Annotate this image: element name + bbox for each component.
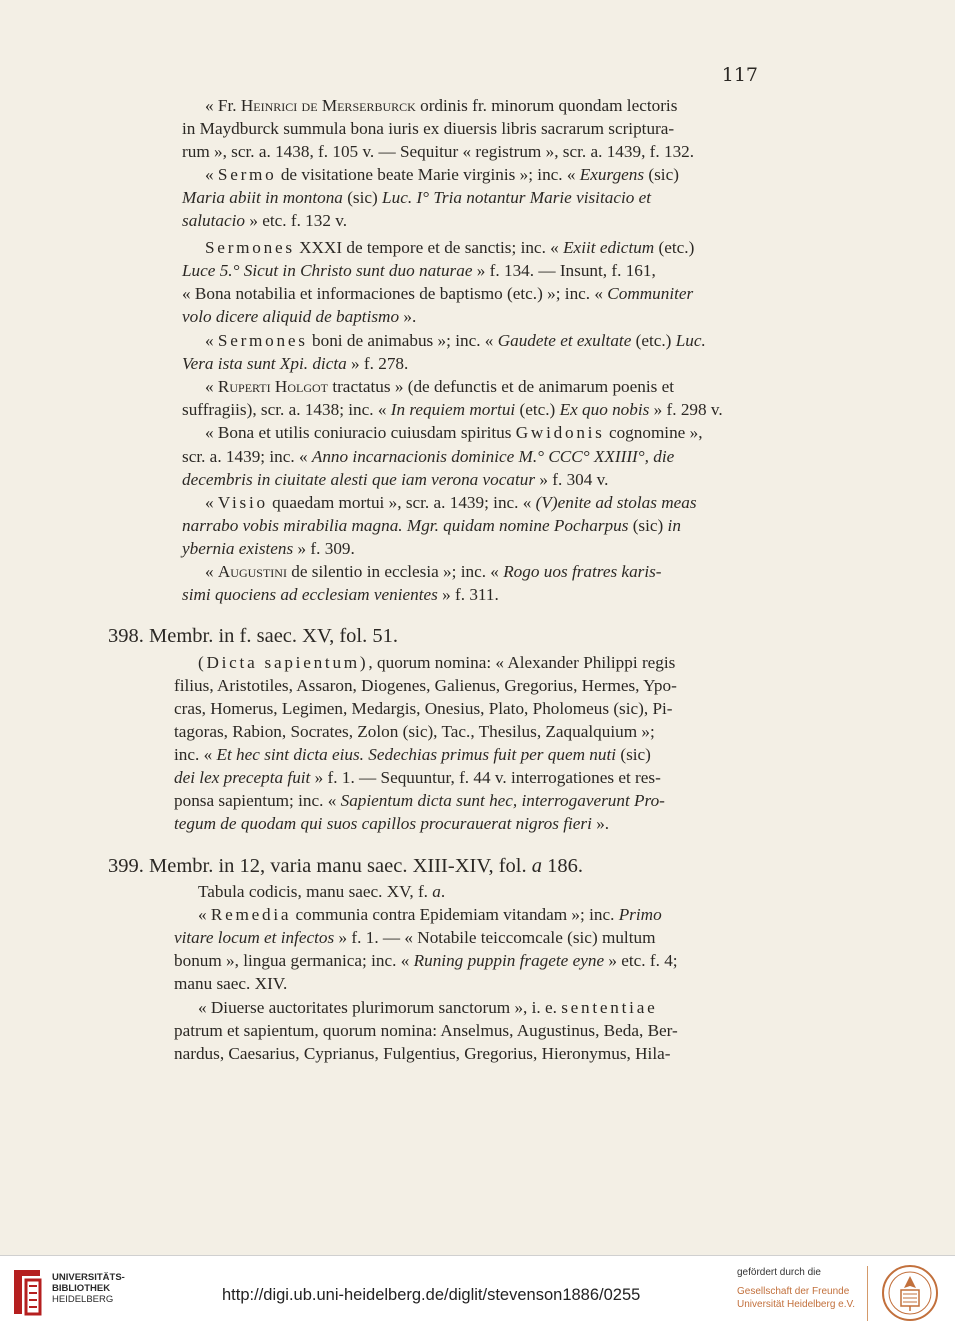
text-segment: sententiae [561, 998, 658, 1017]
text-segment: Luce 5.° Sicut in Christo sunt duo naturae [182, 261, 473, 280]
footer-bar [0, 1255, 955, 1331]
text-segment: » f. 298 v. [649, 400, 723, 419]
funded-by-text: gefördert durch die [737, 1267, 821, 1278]
text-line [174, 720, 655, 743]
text-line [198, 996, 657, 1019]
text-segment: (etc.) [631, 331, 676, 350]
text-segment: , quorum nomina: « Alexander Philippi regis [368, 653, 676, 672]
text-segment: » etc. f. 4; [604, 951, 678, 970]
text-segment: (Dicta sapientum) [198, 653, 369, 672]
text-segment: Ex quo nobis [559, 400, 650, 419]
text-segment: Vera ista sunt Xpi. dicta [182, 354, 347, 373]
text-segment: « [205, 377, 218, 396]
text-segment: salutacio [182, 211, 246, 230]
entry-title-end: 186. [542, 855, 584, 877]
text-line [198, 880, 445, 903]
text-segment: (sic) [616, 745, 651, 764]
page-number: 117 [721, 64, 758, 86]
text-line [205, 329, 706, 352]
text-segment: ponsa sapientum; inc. « [174, 791, 341, 810]
library-line: BIBLIOTHEK [52, 1283, 111, 1294]
text-segment: Gaudete et exultate [497, 331, 632, 350]
text-segment: Gwidonis [515, 423, 605, 442]
entry-title: Membr. in 12, varia manu saec. XIII-XIV, fol. [149, 855, 532, 877]
text-line [182, 209, 347, 232]
text-segment: cras, Homerus, Legimen, Medargis, Onesius, Plato, Pholomeus (sic), Pi- [174, 699, 673, 718]
text-segment: « [205, 165, 218, 184]
entry-399-heading [108, 855, 583, 878]
text-segment: « Bona notabilia et informaciones de baptismo (etc.) »; inc. « [182, 284, 608, 303]
text-segment: scr. a. 1439; inc. « [182, 447, 312, 466]
text-line [205, 560, 662, 583]
text-segment: filius, Aristotiles, Assaron, Diogenes, Galienus, Gregorius, Hermes, Ypo- [174, 676, 677, 695]
text-line [182, 117, 674, 140]
entry-398-heading [108, 625, 398, 648]
text-line [182, 186, 651, 209]
text-segment: Luc. [675, 331, 706, 350]
text-line [182, 398, 723, 421]
text-segment: « [205, 562, 218, 581]
text-segment: (sic) [644, 165, 679, 184]
text-line [174, 674, 677, 697]
text-segment: (etc.) [515, 400, 560, 419]
text-segment: patrum et sapientum, quorum nomina: Anselmus, Augustinus, Beda, Ber- [174, 1021, 678, 1040]
text-segment: suffragiis), scr. a. 1438; inc. « [182, 400, 391, 419]
text-line [182, 305, 416, 328]
text-segment: Sapientum dicta sunt hec, interrogaverunt Pro- [340, 791, 665, 810]
society-name[interactable]: Universität Heidelberg e.V. [737, 1299, 856, 1310]
text-segment: (sic) [628, 516, 668, 535]
text-segment: Luc. I° Tria notantur Marie visitacio et [382, 188, 652, 207]
library-name[interactable] [52, 1272, 125, 1305]
text-segment: in Maydburck summula bona iuris ex diuersis libris sacrarum scriptura- [182, 119, 675, 138]
library-line: UNIVERSITÄTS- [52, 1272, 125, 1283]
text-segment: Ruperti Holgot [217, 377, 329, 396]
text-segment: Visio [217, 493, 268, 512]
text-line [174, 1019, 678, 1042]
text-line [182, 537, 355, 560]
text-line [174, 949, 678, 972]
text-segment: Sermones [217, 331, 308, 350]
text-segment: volo dicere aliquid de baptismo [182, 307, 400, 326]
text-segment: simi quociens ad ecclesiam venientes [182, 585, 438, 604]
text-line [182, 445, 674, 468]
text-segment: » f. 1. — « Notabile teiccomcale (sic) multum [334, 928, 656, 947]
text-line [205, 236, 694, 259]
text-segment: Tabula codicis, manu saec. XV, f. [198, 882, 433, 901]
text-segment: ordinis fr. minorum quondam lectoris [415, 96, 678, 115]
text-line [198, 651, 675, 674]
text-segment: « Diuerse auctoritates plurimorum sanctorum », i. e. [198, 998, 562, 1017]
university-seal-icon[interactable] [881, 1264, 939, 1322]
text-line [182, 352, 408, 375]
funding-note [737, 1266, 855, 1311]
text-segment: communia contra Epidemiam vitandam »; inc. [291, 905, 619, 924]
text-segment: Et hec sint dicta eius. Sedechias primus fuit per quem nuti [216, 745, 617, 764]
text-line [205, 421, 703, 444]
text-segment: (etc.) [654, 238, 695, 257]
text-segment: » f. 311. [437, 585, 499, 604]
text-line [174, 926, 655, 949]
text-line [174, 812, 609, 835]
text-segment: Sermo [217, 165, 277, 184]
text-segment: dei lex precepta fuit [174, 768, 311, 787]
text-segment: manu saec. XIV. [174, 974, 288, 993]
text-line [198, 903, 662, 926]
text-line [174, 1042, 670, 1065]
text-segment: Primo [618, 905, 662, 924]
text-segment: in [667, 516, 681, 535]
text-segment: Heinrici de Merserburck [240, 96, 416, 115]
text-segment: « [205, 331, 218, 350]
text-segment: « [205, 493, 218, 512]
text-segment: » f. 304 v. [535, 470, 609, 489]
text-segment: tegum de quodam qui suos capillos procurauerat nigros fieri [174, 814, 592, 833]
text-segment: Maria abiit in montona [182, 188, 343, 207]
text-line [174, 743, 651, 766]
text-segment: boni de animabus »; inc. « [307, 331, 498, 350]
entry-folio-letter: a [531, 855, 543, 877]
text-segment: » etc. f. 132 v. [245, 211, 348, 230]
text-segment: Communiter [607, 284, 694, 303]
entry-title: Membr. in f. saec. XV, fol. 51. [149, 625, 399, 647]
text-segment: Runing puppin fragete eyne [413, 951, 605, 970]
text-segment: quaedam mortui », scr. a. 1439; inc. « [267, 493, 536, 512]
text-segment: » f. 309. [293, 539, 355, 558]
text-segment: (V)enite ad stolas meas [535, 493, 697, 512]
text-segment: » f. 134. — Insunt, f. 161, [472, 261, 656, 280]
text-segment: de silentio in ecclesia »; inc. « [286, 562, 504, 581]
text-segment: Anno incarnacionis dominice M.° CCC° XXIIII°, die [311, 447, 675, 466]
text-line [182, 140, 694, 163]
text-segment: Rogo uos fratres karis- [503, 562, 662, 581]
text-segment: Exurgens [579, 165, 645, 184]
text-segment: ybernia existens [182, 539, 294, 558]
text-segment: « [198, 905, 211, 924]
text-segment: ». [591, 814, 610, 833]
text-line [205, 491, 697, 514]
footer-divider [867, 1266, 868, 1321]
text-segment: « Bona et utilis coniuracio cuiusdam spiritus [205, 423, 516, 442]
text-segment: narrabo vobis mirabilia magna. Mgr. quidam nomine Pocharpus [182, 516, 629, 535]
text-segment: nardus, Caesarius, Cyprianus, Fulgentius, Gregorius, Hieronymus, Hila- [174, 1044, 671, 1063]
entry-number: 399. [108, 855, 144, 877]
text-line [205, 94, 677, 117]
text-segment: decembris in ciuitate alesti que iam verona vocatur [182, 470, 536, 489]
text-segment: ». [399, 307, 417, 326]
library-line: HEIDELBERG [52, 1294, 114, 1305]
text-line [182, 259, 656, 282]
text-segment: vitare locum et infectos [174, 928, 335, 947]
text-line [205, 375, 674, 398]
text-segment: Exiit edictum [563, 238, 655, 257]
text-segment: » f. 1. — Sequuntur, f. 44 v. interrogationes et res- [310, 768, 661, 787]
entry-number: 398. [108, 625, 144, 647]
text-line [174, 789, 665, 812]
text-line [182, 583, 499, 606]
text-segment: inc. « [174, 745, 217, 764]
text-segment: . [440, 882, 446, 901]
text-segment: a [432, 882, 441, 901]
text-line [182, 514, 681, 537]
text-segment: rum », scr. a. 1438, f. 105 v. — Sequitur « registrum », scr. a. 1439, f. 132. [182, 142, 695, 161]
text-segment: de visitatione beate Marie virginis »; inc. « [276, 165, 580, 184]
text-segment: bonum », lingua germanica; inc. « [174, 951, 414, 970]
permalink-url[interactable]: http://digi.ub.uni-heidelberg.de/diglit/stevenson1886/0255 [222, 1286, 641, 1304]
text-segment: tagoras, Rabion, Socrates, Zolon (sic), Tac., Thesilus, Zaqualquium »; [174, 722, 655, 741]
library-logo-icon[interactable] [10, 1266, 44, 1318]
text-segment: (sic) [342, 188, 383, 207]
text-segment: » f. 278. [346, 354, 409, 373]
text-segment: Augustini [217, 562, 287, 581]
text-line [174, 697, 673, 720]
text-line [174, 766, 661, 789]
text-segment: « Fr. [205, 96, 241, 115]
text-segment: XXXI de tempore et de sanctis; inc. « [294, 238, 564, 257]
text-segment: In requiem mortui [390, 400, 516, 419]
text-segment: Sermones [205, 238, 295, 257]
text-segment: Remedia [210, 905, 292, 924]
text-line [182, 468, 608, 491]
text-line [205, 163, 679, 186]
text-line [182, 282, 693, 305]
text-line [174, 972, 287, 995]
text-segment: cognomine », [604, 423, 703, 442]
society-name[interactable]: Gesellschaft der Freunde [737, 1286, 850, 1297]
text-segment: tractatus » (de defunctis et de animarum poenis et [328, 377, 675, 396]
